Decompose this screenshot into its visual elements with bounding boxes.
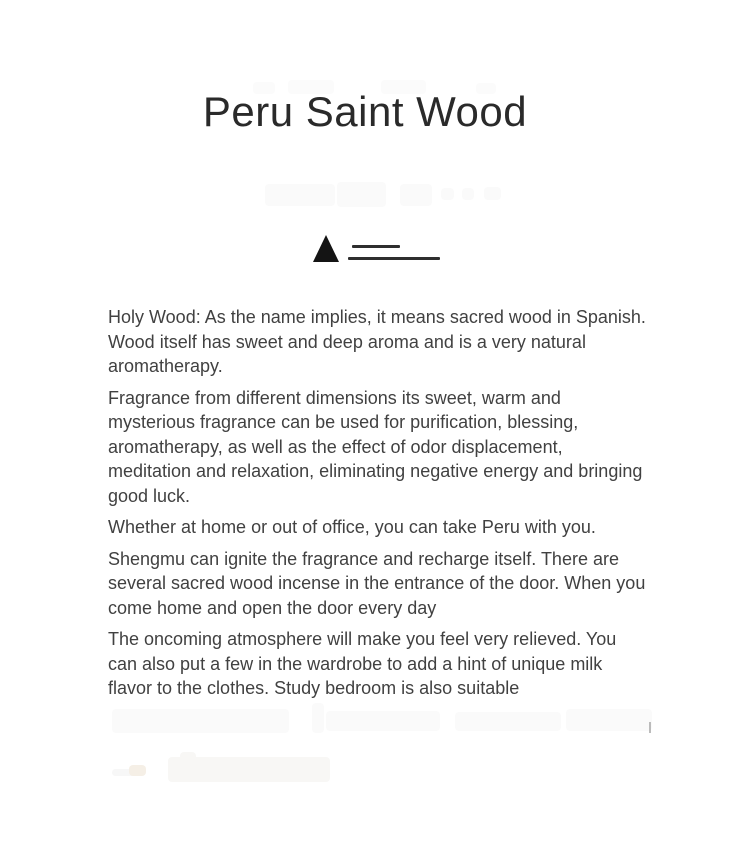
erased-text-remnant	[455, 712, 561, 731]
text-line: aromatherapy.	[108, 356, 223, 376]
erased-subtitle-remnant	[337, 182, 386, 207]
erased-subtitle-remnant	[400, 184, 432, 206]
stray-mark	[649, 722, 651, 733]
text-line: aromatherapy, as well as the effect of odor displacement,	[108, 436, 563, 457]
erased-text-remnant	[312, 703, 324, 733]
triangle-icon	[313, 235, 339, 262]
text-line: come home and open the door every day	[108, 597, 437, 618]
erased-text-remnant	[326, 711, 440, 731]
divider-line-short	[352, 245, 400, 248]
erased-text-remnant	[129, 765, 146, 776]
text-line: meditation and relaxation, eliminating negative energy and bringing	[108, 461, 643, 481]
text-line: Whether at home or out of office, you can take Peru with you.	[108, 517, 596, 537]
text-line: The oncoming atmosphere will make you feel very relieved. You	[108, 629, 617, 649]
erased-text-remnant	[566, 709, 652, 731]
text-line: can also put a few in the wardrobe to add a hint of unique milk	[108, 653, 603, 674]
erased-subtitle-remnant	[484, 187, 501, 200]
paragraph	[108, 515, 668, 540]
body-text	[108, 305, 668, 701]
paragraph	[108, 386, 668, 509]
text-line: Fragrance from different dimensions its sweet, warm and	[108, 387, 561, 408]
erased-subtitle-remnant	[265, 184, 335, 206]
paragraph	[108, 627, 668, 701]
erased-subtitle-remnant	[441, 188, 454, 200]
text-line: good luck.	[108, 485, 191, 506]
text-line: Wood itself has sweet and deep aroma and is a very natural	[108, 331, 586, 352]
divider-line-long	[348, 257, 440, 260]
text-line: flavor to the clothes. Study bedroom is also suitable	[108, 678, 520, 698]
text-line: Holy Wood: As the name implies, it means sacred wood in Spanish.	[108, 307, 646, 327]
text-line: mysterious fragrance can be used for purification, blessing,	[108, 412, 579, 432]
text-line: Shengmu can ignite the fragrance and recharge itself. There are	[108, 548, 619, 569]
erased-text-remnant	[168, 757, 330, 782]
paragraph	[108, 305, 668, 379]
paragraph	[108, 547, 668, 621]
page-title: Peru Saint Wood	[202, 88, 528, 135]
erased-text-remnant	[112, 709, 289, 733]
erased-subtitle-remnant	[462, 188, 474, 200]
text-line: several sacred wood incense in the entrance of the door. When you	[108, 573, 646, 593]
